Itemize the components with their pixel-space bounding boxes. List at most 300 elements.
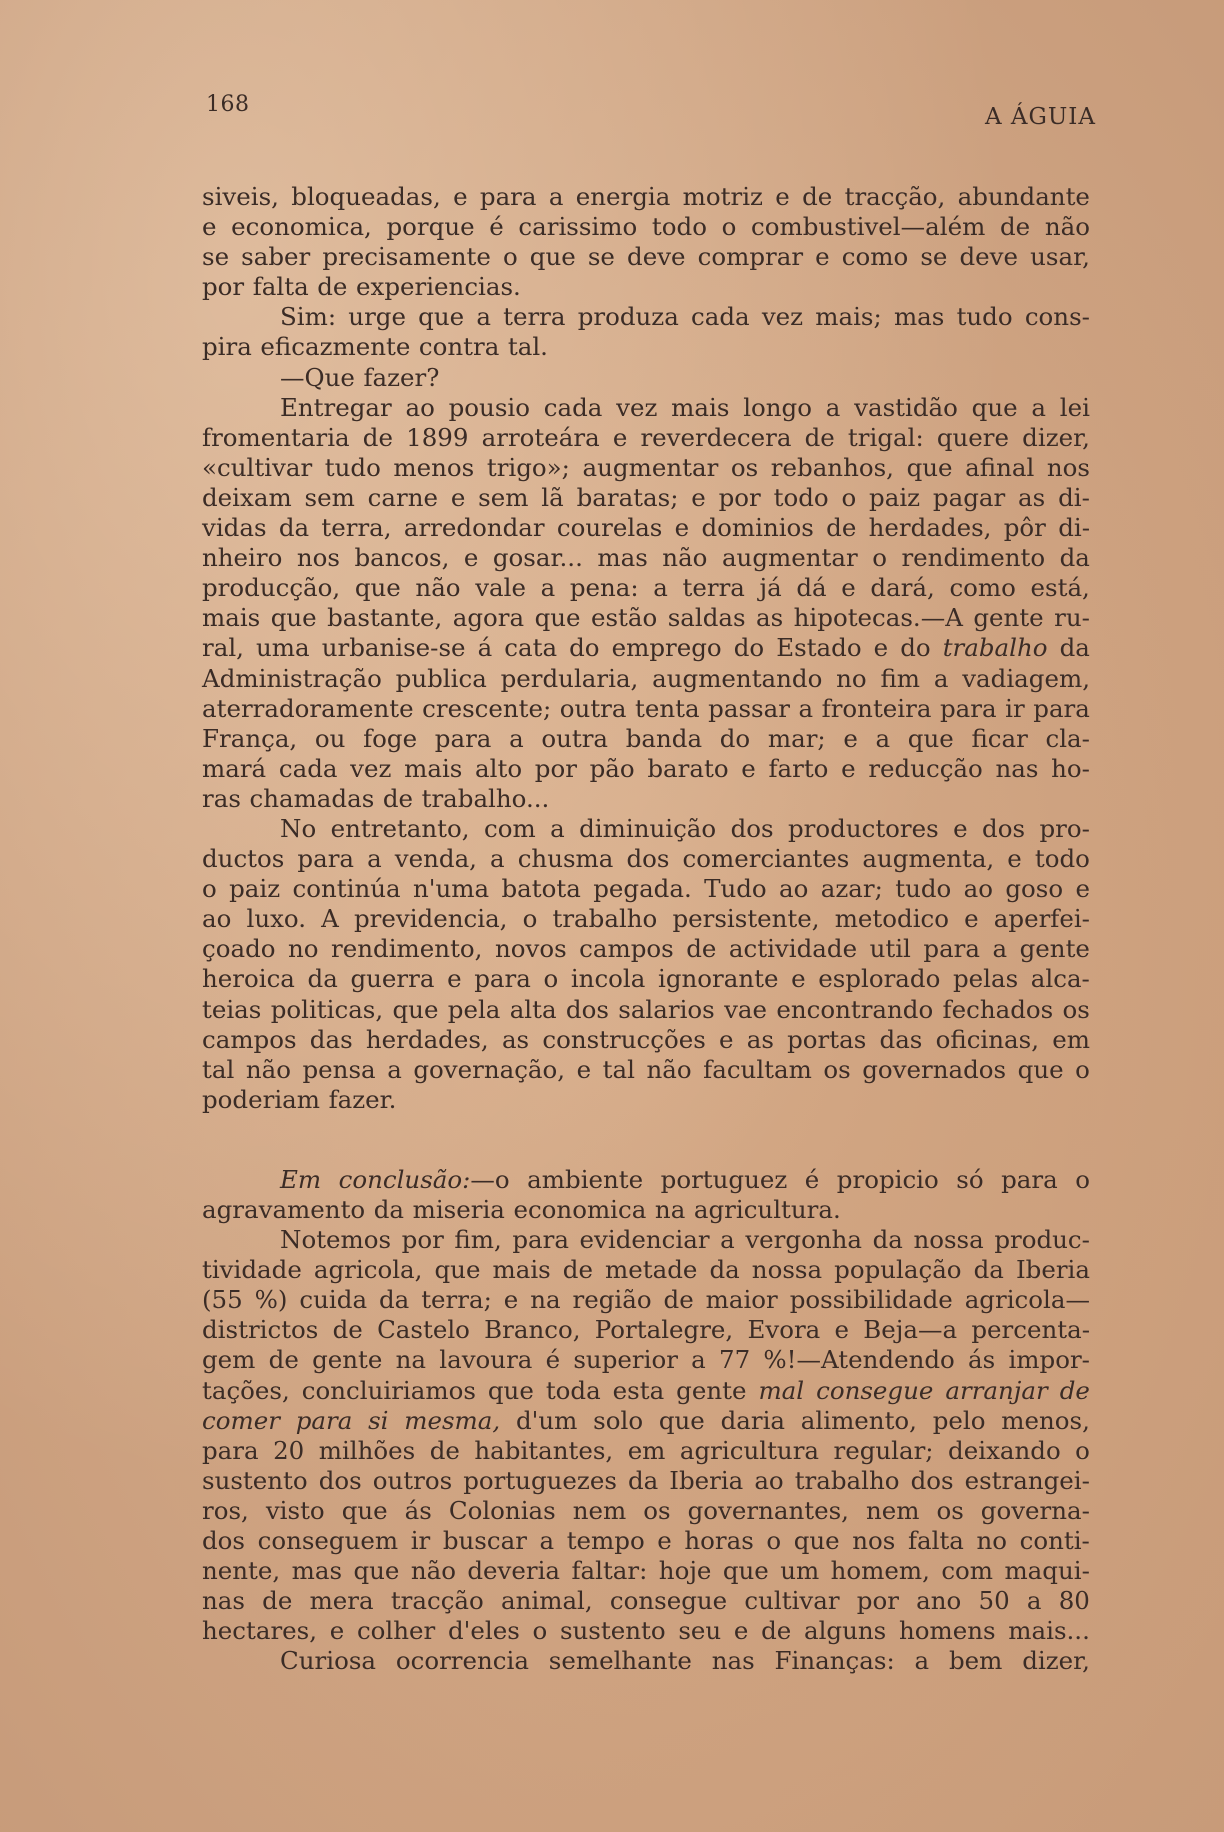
word: se: [202, 242, 230, 272]
word: se: [920, 242, 948, 272]
word: com: [483, 813, 536, 843]
text-line: [202, 182, 1090, 212]
word: tal.: [507, 332, 548, 362]
text-line: [202, 754, 1090, 784]
word: A: [321, 904, 339, 934]
word: chamadas: [249, 783, 375, 813]
word: trabalho: [942, 633, 1048, 663]
word: e: [503, 1285, 519, 1315]
word: a: [540, 573, 556, 603]
word: gente: [676, 1375, 747, 1405]
word: dos: [565, 994, 609, 1024]
word: mas: [291, 1556, 343, 1586]
word: a: [691, 1345, 706, 1375]
word: trabalho: [794, 1465, 900, 1495]
word: que: [529, 242, 576, 272]
word: mais;: [815, 302, 882, 332]
word: ir: [410, 1526, 431, 1556]
word: os: [643, 1495, 671, 1525]
word: venda,: [394, 844, 477, 874]
word: região: [572, 1285, 652, 1315]
word: pôr: [1003, 513, 1046, 543]
word: alguns: [803, 1616, 887, 1646]
word: tenta: [635, 693, 700, 723]
word: perdularia,: [500, 663, 639, 693]
word: fronteira: [821, 693, 932, 723]
word: que: [418, 302, 465, 332]
word: portas: [787, 1024, 867, 1054]
word: guerra: [350, 964, 435, 994]
word: e: [815, 242, 830, 272]
word: possibilidade: [789, 1285, 953, 1315]
word: mesma,: [404, 1405, 501, 1435]
word: tempo: [566, 1526, 645, 1556]
text-line: [202, 363, 1090, 393]
word: os: [1062, 994, 1090, 1024]
word: comerciantes: [682, 844, 850, 874]
word: e: [447, 964, 462, 994]
word: vidas: [202, 513, 267, 543]
word: dizer,: [1022, 1646, 1090, 1676]
word: fromentaria: [202, 422, 350, 452]
word: reducção: [868, 753, 983, 783]
word: campos: [579, 934, 674, 964]
word: que: [1017, 1054, 1064, 1084]
word: fazer.: [328, 1084, 397, 1114]
word: e: [450, 482, 466, 512]
word: paiz: [229, 874, 281, 904]
word: em: [627, 1435, 666, 1465]
word: de: [262, 1586, 293, 1616]
word: reverdecera: [640, 422, 792, 452]
word: conti-: [1019, 1526, 1090, 1556]
word: está,: [1030, 573, 1090, 603]
word: a: [914, 1646, 930, 1676]
text-line: [202, 904, 1090, 934]
word: da: [709, 1255, 740, 1285]
word: já: [759, 573, 782, 603]
word: tudo: [895, 874, 952, 904]
word: terra,: [321, 513, 392, 543]
word: nem: [865, 1495, 920, 1525]
word: pousio: [448, 392, 530, 422]
word: e: [202, 212, 217, 242]
paragraph-gap: [202, 1115, 1090, 1165]
word: foge: [363, 723, 418, 753]
word: nas: [995, 753, 1039, 783]
word: no: [836, 663, 867, 693]
word: a: [1031, 392, 1046, 422]
word: a: [490, 844, 505, 874]
word: na: [395, 1345, 427, 1375]
word: mera: [309, 1586, 374, 1616]
word: do: [900, 633, 931, 663]
word: tudo: [324, 452, 381, 482]
word: e: [841, 753, 856, 783]
word: tracção: [390, 1586, 484, 1616]
word: e: [329, 1616, 345, 1646]
word: actividade: [728, 934, 858, 964]
word: mais: [671, 392, 730, 422]
word: todo: [773, 482, 829, 512]
word: e: [741, 753, 756, 783]
word: milhões: [318, 1435, 416, 1465]
word: hipotecas.—A: [793, 603, 963, 633]
word: na: [654, 1195, 686, 1224]
word: no: [288, 934, 319, 964]
word: outra: [541, 723, 609, 753]
word: ignorante: [657, 964, 779, 994]
word: gente: [973, 603, 1044, 633]
word: da: [872, 1225, 903, 1255]
word: agricultura.: [693, 1195, 841, 1224]
word: fim: [880, 663, 921, 693]
word: metodico: [834, 904, 950, 934]
word: sustento: [559, 1616, 666, 1646]
word: a: [798, 693, 814, 723]
word: nos: [1046, 452, 1090, 482]
text-line: [202, 1255, 1090, 1285]
word: ao: [963, 874, 993, 904]
word: cla-: [1045, 723, 1090, 753]
word: da: [627, 1465, 659, 1495]
word: e: [843, 723, 858, 753]
word: ros,: [202, 1495, 249, 1525]
word: agravamento: [202, 1195, 366, 1224]
word: e: [1075, 874, 1090, 904]
word: teias: [202, 994, 262, 1024]
word: pão: [589, 753, 635, 783]
word: entretanto,: [330, 813, 470, 843]
word: dos: [626, 844, 670, 874]
word: gosar...: [492, 543, 583, 573]
word: do: [569, 633, 600, 663]
word: encontrando: [776, 994, 934, 1024]
text-line: [202, 423, 1090, 453]
word: estrangei-: [964, 1465, 1090, 1495]
word: productores: [788, 813, 939, 843]
word: n'uma: [413, 874, 490, 904]
word: 77: [718, 1345, 751, 1375]
word: vergonha: [745, 1225, 862, 1255]
word: gem: [202, 1345, 256, 1375]
text-line: [202, 1285, 1090, 1315]
word: carissimo: [518, 212, 638, 242]
word: não: [1044, 212, 1090, 242]
word: por: [202, 272, 245, 302]
word: e: [1007, 844, 1022, 874]
word: hectares,: [202, 1616, 318, 1646]
word: governa-: [980, 1495, 1090, 1525]
word: e: [453, 182, 468, 211]
word: heroica: [202, 964, 295, 994]
word: Iberia: [669, 1465, 744, 1495]
word: semelhante: [548, 1646, 692, 1676]
word: o: [766, 1526, 782, 1556]
word: esta: [612, 1375, 665, 1405]
word: das: [309, 1024, 353, 1054]
word: ocorrencia: [395, 1646, 529, 1676]
word: vastidão: [854, 392, 958, 422]
word: Entregar: [280, 392, 392, 422]
word: ductos: [202, 844, 285, 874]
word: só: [956, 1164, 984, 1194]
word: homens: [898, 1616, 996, 1646]
word: ho-: [1051, 753, 1090, 783]
word: mará: [202, 753, 267, 783]
text-line: [202, 934, 1090, 964]
word: é: [804, 1164, 820, 1194]
word: fim,: [454, 1225, 502, 1255]
word: herdades,: [868, 513, 992, 543]
word: para: [1033, 693, 1090, 723]
word: aterradoramente: [202, 693, 414, 723]
word: com: [941, 1556, 994, 1586]
word: batota: [501, 874, 581, 904]
word: salarios: [618, 994, 715, 1024]
word: os: [730, 452, 759, 482]
word: previdencia,: [353, 904, 508, 934]
word: azar;: [820, 874, 883, 904]
word: ao: [405, 392, 435, 422]
word: a: [933, 663, 949, 693]
word: e: [691, 482, 706, 512]
word: é: [545, 1345, 561, 1375]
word: augmentar: [721, 543, 858, 573]
word: de: [663, 1285, 694, 1315]
word: sem: [478, 482, 529, 512]
word: nente,: [202, 1556, 281, 1586]
text-line: [202, 1496, 1090, 1526]
word: maqui-: [1004, 1556, 1090, 1586]
text-line: [202, 1616, 1090, 1646]
word: não: [662, 543, 708, 573]
word: visto: [265, 1495, 325, 1525]
word: em: [1052, 1024, 1090, 1054]
word: faltar:: [571, 1556, 648, 1586]
word: bastante,: [327, 603, 443, 633]
word: lavoura: [439, 1345, 533, 1375]
word: e: [657, 1526, 672, 1556]
word: mas: [893, 302, 945, 332]
word: menos,: [1001, 1405, 1090, 1435]
body-text: [202, 182, 1090, 1677]
word: carne: [367, 482, 438, 512]
text-line: [202, 212, 1090, 242]
word: se: [587, 242, 615, 272]
word: e: [733, 1616, 749, 1646]
word: da: [1059, 633, 1090, 663]
text-line: [202, 603, 1090, 633]
word: contra: [418, 332, 500, 362]
word: para: [940, 693, 997, 723]
word: pira: [202, 332, 252, 362]
word: as: [746, 1024, 774, 1054]
word: hoje: [658, 1556, 712, 1586]
word: Curiosa: [280, 1646, 377, 1676]
text-line: [202, 513, 1090, 543]
word: rendimento: [901, 543, 1046, 573]
word: util: [869, 934, 911, 964]
word: por: [718, 482, 761, 512]
word: que: [971, 392, 1018, 422]
word: trigal:: [847, 422, 924, 452]
word: de: [804, 422, 835, 452]
word: ás: [968, 1345, 996, 1375]
word: a: [653, 573, 668, 603]
word: de: [382, 783, 414, 813]
word: Castelo: [377, 1315, 470, 1345]
text-line: [202, 272, 1090, 302]
word: courelas: [556, 513, 663, 543]
italic-word: conclusão:: [338, 1164, 471, 1194]
text-line: [202, 573, 1090, 603]
text-line: [202, 964, 1090, 994]
word: 1899: [406, 422, 469, 452]
word: fazer?: [363, 362, 440, 392]
word: agricola—: [964, 1285, 1090, 1315]
word: tividade: [202, 1255, 302, 1285]
word: a: [875, 723, 891, 753]
word: a: [720, 1225, 735, 1255]
word: dará,: [870, 573, 935, 603]
word: longo: [743, 392, 812, 422]
word: terra;: [421, 1285, 492, 1315]
word: mais: [492, 1255, 551, 1285]
word: de: [362, 422, 393, 452]
word: agricultura: [679, 1435, 820, 1465]
word: ano: [916, 1586, 962, 1616]
word: novos: [494, 934, 567, 964]
word: «cultivar: [202, 452, 313, 482]
word: dominios: [701, 513, 814, 543]
word: ambiente: [527, 1164, 644, 1194]
word: ru-: [1054, 603, 1090, 633]
word: pensa: [302, 1054, 376, 1084]
word: 50: [978, 1586, 1010, 1616]
text-line: [202, 1055, 1090, 1085]
word: para: [297, 844, 355, 874]
word: de: [802, 182, 833, 211]
word: agricola,: [313, 1255, 423, 1285]
word: os: [823, 1054, 851, 1084]
word: aperfei-: [993, 904, 1090, 934]
word: França,: [202, 723, 298, 753]
word: ao: [779, 874, 809, 904]
word: augmentar: [582, 452, 719, 482]
word: nossa: [751, 1255, 823, 1285]
word: e: [791, 964, 806, 994]
word: mal: [758, 1375, 805, 1405]
word: vez: [350, 753, 392, 783]
word: que: [907, 723, 954, 753]
word: a: [509, 723, 524, 753]
word: vae: [724, 994, 768, 1024]
word: do: [733, 633, 765, 663]
word: d'eles: [447, 1616, 520, 1646]
word: alto: [475, 753, 523, 783]
word: de: [686, 934, 717, 964]
word: campos: [202, 1024, 297, 1054]
word: agora: [452, 603, 525, 633]
word: Tudo: [704, 874, 767, 904]
word: sustento: [202, 1465, 308, 1495]
text-line: [202, 814, 1090, 844]
word: as: [501, 1024, 530, 1054]
word: mar;: [767, 723, 826, 753]
word: di-: [1058, 513, 1090, 543]
word: concluiriamos: [301, 1375, 476, 1405]
word: trabalho...: [421, 783, 550, 813]
word: das: [879, 1024, 923, 1054]
word: poderiam: [202, 1084, 321, 1114]
word: todo: [1034, 844, 1090, 874]
word: que: [487, 1375, 534, 1405]
word: passar: [708, 693, 790, 723]
word: nas: [202, 1586, 245, 1616]
text-line: [202, 1376, 1090, 1406]
word: produza: [577, 302, 679, 332]
word: o: [1075, 1164, 1090, 1194]
word: dá: [796, 573, 827, 603]
word: paiz: [869, 482, 921, 512]
word: pro-: [1039, 813, 1090, 843]
word: regular;: [833, 1435, 934, 1465]
word: farto: [768, 753, 829, 783]
word: abundante: [957, 182, 1090, 211]
word: goso: [1005, 874, 1064, 904]
word: 20: [273, 1435, 305, 1465]
word: usar,: [1030, 242, 1090, 272]
word: para: [479, 182, 537, 211]
word: no: [976, 1526, 1008, 1556]
text-line: [202, 332, 1090, 362]
word: portuguez: [660, 1164, 788, 1194]
word: nos: [852, 1526, 896, 1556]
word: dos: [202, 1526, 246, 1556]
word: politicas,: [270, 994, 384, 1024]
word: a: [476, 302, 491, 332]
text-line: [202, 844, 1090, 874]
word: afinal: [965, 452, 1035, 482]
word: não: [410, 1556, 456, 1586]
word: á: [477, 633, 493, 663]
word: pelas: [952, 964, 1019, 994]
word: a: [539, 1526, 555, 1556]
word: buscar: [442, 1526, 527, 1556]
word: consegue: [609, 1586, 728, 1616]
word: e: [463, 543, 479, 573]
word: emprego: [611, 633, 722, 663]
word: vez: [616, 392, 658, 422]
word: saldas: [667, 603, 746, 633]
word: uma: [256, 633, 310, 663]
word: e: [964, 904, 979, 934]
word: dos: [318, 1465, 362, 1495]
word: dos: [982, 813, 1026, 843]
word: combustivel—além: [751, 212, 986, 242]
word: comprar: [697, 242, 804, 272]
word: para: [923, 934, 980, 964]
text-line: [202, 1025, 1090, 1055]
word: e: [576, 1054, 592, 1084]
word: de: [826, 513, 857, 543]
word: o: [841, 482, 857, 512]
word: economica,: [231, 212, 372, 242]
word: pagar: [932, 482, 1006, 512]
word: tracção,: [844, 182, 946, 211]
word: producção,: [202, 573, 341, 603]
